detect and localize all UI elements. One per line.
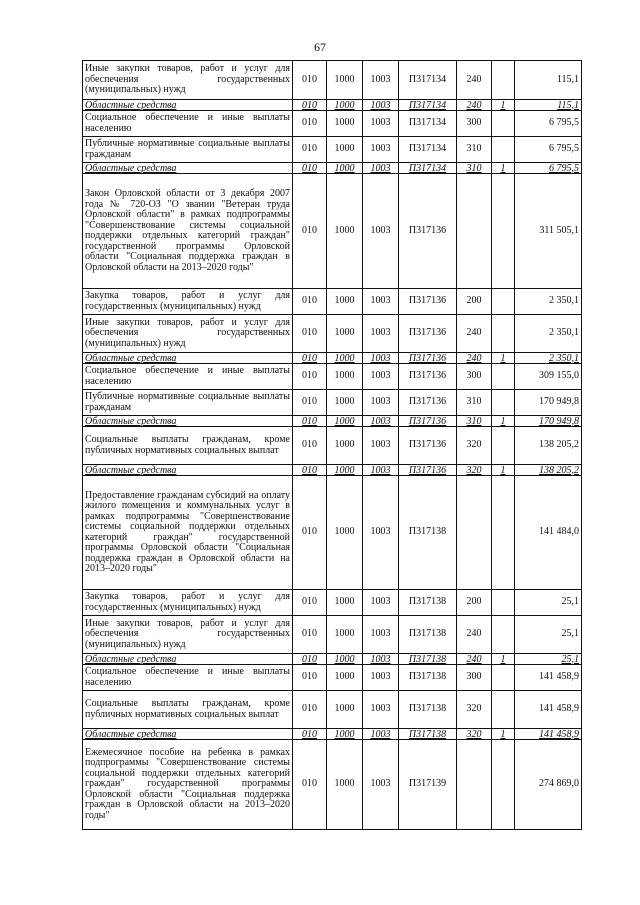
ministry-code: 010 [293, 465, 327, 476]
expense-type-code [457, 174, 492, 289]
row-name: Социальные выплаты гражданам, кроме публичных нормативных социальных выплат [83, 427, 293, 465]
target-article-code: П317134 [399, 163, 457, 174]
subsection-code: 1003 [363, 353, 399, 364]
target-article-code: П317136 [399, 427, 457, 465]
target-article-code: П317136 [399, 353, 457, 364]
ministry-code: 010 [293, 364, 327, 390]
funding-source-code [492, 137, 515, 163]
subsection-code: 1003 [363, 427, 399, 465]
table-row [83, 427, 582, 465]
row-name: Социальное обеспечение и иные выплаты населению [83, 111, 293, 137]
ministry-code: 010 [293, 476, 327, 590]
funding-source-code [492, 111, 515, 137]
ministry-code: 010 [293, 289, 327, 315]
amount: 141 458,9 [515, 665, 582, 691]
target-article-code: П317138 [399, 476, 457, 590]
ministry-code: 010 [293, 353, 327, 364]
row-name: Публичные нормативные социальные выплаты гражданам [83, 137, 293, 163]
subsection-code: 1003 [363, 111, 399, 137]
amount: 115,1 [515, 61, 582, 100]
subsection-code: 1003 [363, 416, 399, 427]
target-article-code: П317134 [399, 61, 457, 100]
row-name: Закупка товаров, работ и услуг для государственных (муниципальных) нужд [83, 289, 293, 315]
subsection-code: 1003 [363, 163, 399, 174]
funding-source-code [492, 740, 515, 830]
amount: 274 869,0 [515, 740, 582, 830]
funding-source-row [83, 654, 582, 665]
ministry-code: 010 [293, 315, 327, 353]
target-article-code: П317138 [399, 729, 457, 740]
section-code: 1000 [327, 465, 363, 476]
funding-source-code [492, 289, 515, 315]
funding-source-row [83, 100, 582, 111]
table-row [83, 390, 582, 416]
section-code: 1000 [327, 729, 363, 740]
section-code: 1000 [327, 100, 363, 111]
ministry-code: 010 [293, 111, 327, 137]
row-name: Областные средства [83, 353, 293, 364]
page-number: 67 [314, 40, 326, 54]
funding-source-row [83, 163, 582, 174]
amount: 311 505,1 [515, 174, 582, 289]
section-code: 1000 [327, 174, 363, 289]
section-code: 1000 [327, 476, 363, 590]
target-article-code: П317136 [399, 289, 457, 315]
expense-type-code: 320 [457, 427, 492, 465]
ministry-code: 010 [293, 616, 327, 654]
ministry-code: 010 [293, 654, 327, 665]
target-article-code: П317138 [399, 654, 457, 665]
expense-type-code [457, 476, 492, 590]
expense-type-code: 240 [457, 616, 492, 654]
section-code: 1000 [327, 740, 363, 830]
row-name: Областные средства [83, 416, 293, 427]
section-code: 1000 [327, 416, 363, 427]
table-row [83, 476, 582, 590]
ministry-code: 010 [293, 137, 327, 163]
ministry-code: 010 [293, 390, 327, 416]
subsection-code: 1003 [363, 390, 399, 416]
target-article-code: П317134 [399, 100, 457, 111]
subsection-code: 1003 [363, 665, 399, 691]
section-code: 1000 [327, 61, 363, 100]
amount: 138 205,2 [515, 427, 582, 465]
ministry-code: 010 [293, 590, 327, 616]
table-row [83, 111, 582, 137]
expense-type-code: 240 [457, 61, 492, 100]
subsection-code: 1003 [363, 476, 399, 590]
row-name: Областные средства [83, 163, 293, 174]
expense-type-code: 320 [457, 729, 492, 740]
expense-type-code: 310 [457, 390, 492, 416]
funding-source-code: 1 [492, 100, 515, 111]
section-code: 1000 [327, 691, 363, 729]
section-code: 1000 [327, 590, 363, 616]
amount: 6 795,5 [515, 163, 582, 174]
expense-type-code: 300 [457, 665, 492, 691]
table-row [83, 616, 582, 654]
subsection-code: 1003 [363, 616, 399, 654]
subsection-code: 1003 [363, 590, 399, 616]
row-name: Предоставление гражданам субсидий на оплату жилого помещения и коммунальных услуг в рамках подпрограммы "Совершенствование системы социальной поддержки отдельных категорий граждан" государственной программы Орловской области "Социальная поддержка граждан в Орловской области на 2013–2020 годы" [83, 476, 293, 590]
row-name: Иные закупки товаров, работ и услуг для обеспечения государственных (муниципальных) нужд [83, 616, 293, 654]
row-name: Закупка товаров, работ и услуг для государственных (муниципальных) нужд [83, 590, 293, 616]
funding-source-code [492, 616, 515, 654]
target-article-code: П317134 [399, 137, 457, 163]
row-name: Публичные нормативные социальные выплаты гражданам [83, 390, 293, 416]
row-name: Закон Орловской области от 3 декабря 2007 года № 720-ОЗ "О звании "Ветеран труда Орловской области" в рамках подпрограммы "Совершенствование системы социальной поддержки отдельных категорий граждан" государственной программы Орловской области "Социальная поддержка граждан в Орловской области на 2013–2020 годы" [83, 174, 293, 289]
ministry-code: 010 [293, 740, 327, 830]
funding-source-code [492, 691, 515, 729]
amount: 115,1 [515, 100, 582, 111]
expense-type-code: 240 [457, 654, 492, 665]
funding-source-code: 1 [492, 729, 515, 740]
funding-source-code: 1 [492, 353, 515, 364]
row-name: Ежемесячное пособие на ребенка в рамках подпрограммы "Совершенствование системы социальной поддержки отдельных категорий граждан" государственной программы Орловской области "Социальная поддержка граждан в Орловской области на 2013–2020 годы" [83, 740, 293, 830]
amount: 25,1 [515, 616, 582, 654]
section-code: 1000 [327, 364, 363, 390]
funding-source-code [492, 390, 515, 416]
funding-source-code [492, 665, 515, 691]
row-name: Социальное обеспечение и иные выплаты населению [83, 665, 293, 691]
row-name: Социальное обеспечение и иные выплаты населению [83, 364, 293, 390]
target-article-code: П317136 [399, 390, 457, 416]
subsection-code: 1003 [363, 691, 399, 729]
expense-type-code: 300 [457, 111, 492, 137]
budget-table [82, 60, 582, 830]
section-code: 1000 [327, 665, 363, 691]
amount: 309 155,0 [515, 364, 582, 390]
target-article-code: П317136 [399, 174, 457, 289]
funding-source-code [492, 315, 515, 353]
funding-source-code [492, 61, 515, 100]
expense-type-code: 310 [457, 137, 492, 163]
expense-type-code: 200 [457, 289, 492, 315]
expense-type-code: 310 [457, 163, 492, 174]
expense-type-code: 310 [457, 416, 492, 427]
funding-source-code [492, 476, 515, 590]
target-article-code: П317134 [399, 111, 457, 137]
subsection-code: 1003 [363, 654, 399, 665]
subsection-code: 1003 [363, 465, 399, 476]
ministry-code: 010 [293, 691, 327, 729]
table-row [83, 315, 582, 353]
ministry-code: 010 [293, 100, 327, 111]
section-code: 1000 [327, 654, 363, 665]
subsection-code: 1003 [363, 729, 399, 740]
subsection-code: 1003 [363, 364, 399, 390]
row-name: Областные средства [83, 465, 293, 476]
amount: 170 949,8 [515, 416, 582, 427]
section-code: 1000 [327, 427, 363, 465]
target-article-code: П317136 [399, 416, 457, 427]
row-name: Областные средства [83, 729, 293, 740]
funding-source-code: 1 [492, 465, 515, 476]
funding-source-code: 1 [492, 654, 515, 665]
amount: 25,1 [515, 654, 582, 665]
section-code: 1000 [327, 111, 363, 137]
table-row [83, 691, 582, 729]
funding-source-code [492, 364, 515, 390]
row-name: Иные закупки товаров, работ и услуг для обеспечения государственных (муниципальных) нужд [83, 315, 293, 353]
target-article-code: П317136 [399, 465, 457, 476]
amount: 2 350,1 [515, 289, 582, 315]
table-row [83, 137, 582, 163]
amount: 6 795,5 [515, 111, 582, 137]
expense-type-code: 300 [457, 364, 492, 390]
section-code: 1000 [327, 163, 363, 174]
expense-type-code [457, 740, 492, 830]
expense-type-code: 320 [457, 465, 492, 476]
amount: 25,1 [515, 590, 582, 616]
expense-type-code: 240 [457, 315, 492, 353]
row-name: Областные средства [83, 654, 293, 665]
ministry-code: 010 [293, 665, 327, 691]
funding-source-code [492, 590, 515, 616]
section-code: 1000 [327, 353, 363, 364]
row-name: Социальные выплаты гражданам, кроме публичных нормативных социальных выплат [83, 691, 293, 729]
section-code: 1000 [327, 137, 363, 163]
ministry-code: 010 [293, 416, 327, 427]
row-name: Иные закупки товаров, работ и услуг для обеспечения государственных (муниципальных) нужд [83, 61, 293, 100]
ministry-code: 010 [293, 427, 327, 465]
funding-source-code: 1 [492, 416, 515, 427]
subsection-code: 1003 [363, 137, 399, 163]
section-code: 1000 [327, 390, 363, 416]
ministry-code: 010 [293, 174, 327, 289]
amount: 141 484,0 [515, 476, 582, 590]
table-row [83, 61, 582, 100]
ministry-code: 010 [293, 61, 327, 100]
target-article-code: П317138 [399, 665, 457, 691]
funding-source-code: 1 [492, 163, 515, 174]
target-article-code: П317138 [399, 590, 457, 616]
expense-type-code: 240 [457, 353, 492, 364]
section-code: 1000 [327, 289, 363, 315]
target-article-code: П317136 [399, 364, 457, 390]
ministry-code: 010 [293, 729, 327, 740]
section-code: 1000 [327, 616, 363, 654]
amount: 138 205,2 [515, 465, 582, 476]
table-row [83, 364, 582, 390]
funding-source-code [492, 174, 515, 289]
subsection-code: 1003 [363, 740, 399, 830]
amount: 141 458,9 [515, 691, 582, 729]
funding-source-row [83, 729, 582, 740]
funding-source-row [83, 465, 582, 476]
amount: 2 350,1 [515, 315, 582, 353]
row-name: Областные средства [83, 100, 293, 111]
amount: 6 795,5 [515, 137, 582, 163]
table-row [83, 174, 582, 289]
table-row [83, 665, 582, 691]
target-article-code: П317138 [399, 616, 457, 654]
subsection-code: 1003 [363, 289, 399, 315]
expense-type-code: 320 [457, 691, 492, 729]
expense-type-code: 240 [457, 100, 492, 111]
funding-source-code [492, 427, 515, 465]
target-article-code: П317139 [399, 740, 457, 830]
table-row [83, 740, 582, 830]
funding-source-row [83, 416, 582, 427]
amount: 170 949,8 [515, 390, 582, 416]
ministry-code: 010 [293, 163, 327, 174]
subsection-code: 1003 [363, 100, 399, 111]
table-row [83, 289, 582, 315]
table-row [83, 590, 582, 616]
section-code: 1000 [327, 315, 363, 353]
subsection-code: 1003 [363, 61, 399, 100]
subsection-code: 1003 [363, 315, 399, 353]
target-article-code: П317136 [399, 315, 457, 353]
target-article-code: П317138 [399, 691, 457, 729]
amount: 141 458,9 [515, 729, 582, 740]
expense-type-code: 200 [457, 590, 492, 616]
amount: 2 350,1 [515, 353, 582, 364]
funding-source-row [83, 353, 582, 364]
subsection-code: 1003 [363, 174, 399, 289]
